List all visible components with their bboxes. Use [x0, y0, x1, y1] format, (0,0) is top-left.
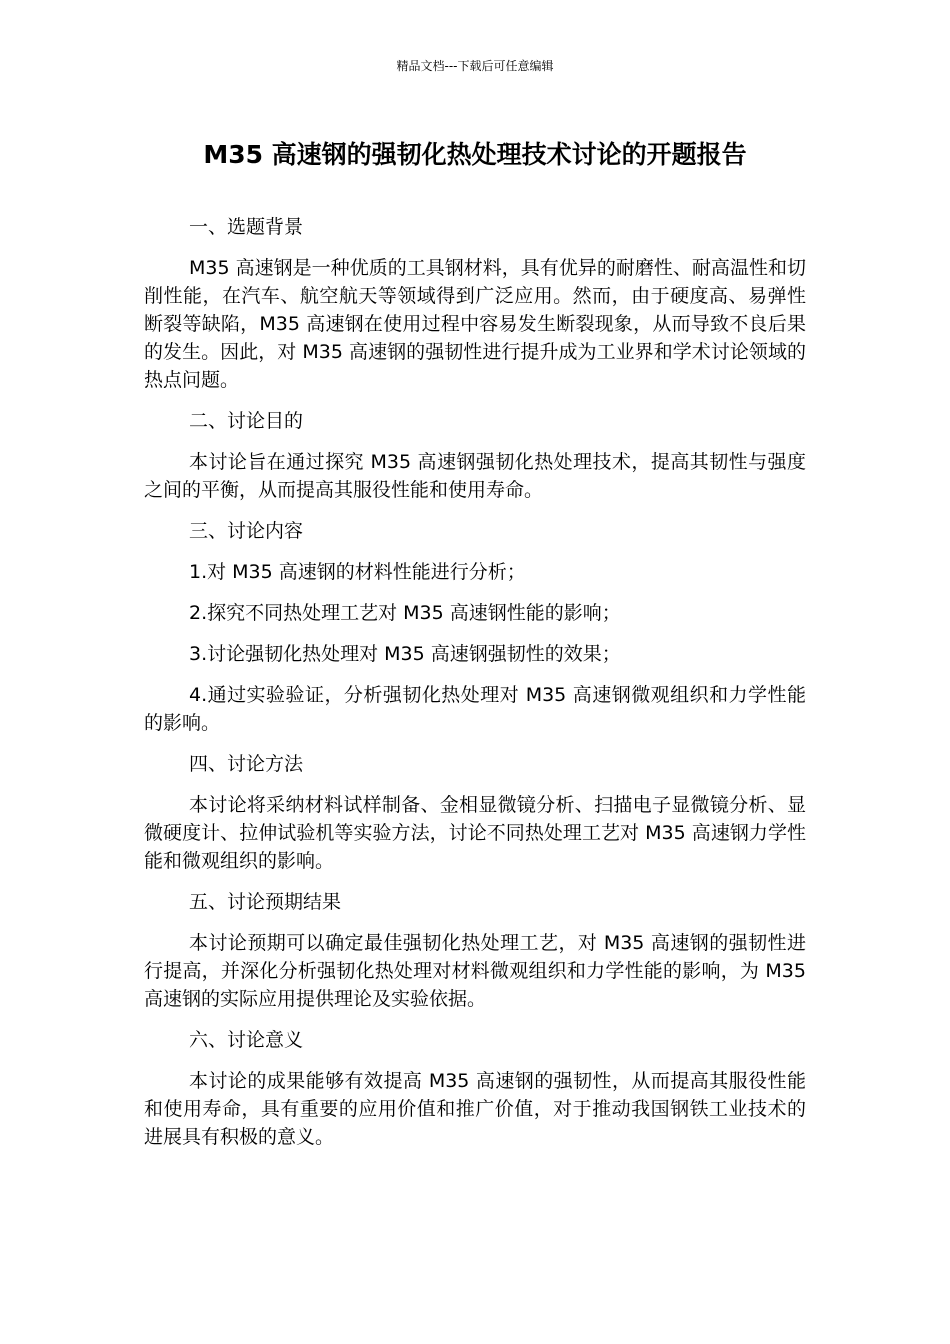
list-item-content-1: 1.对 M35 高速钢的材料性能进行分析；	[189, 561, 526, 583]
list-item-content-4: 4.通过实验验证，分析强韧化热处理对 M35 高速钢微观组织和力学性能的影响。	[144, 684, 806, 734]
section-heading-content: 三、讨论内容	[189, 520, 304, 542]
section-heading-background: 一、选题背景	[189, 216, 304, 238]
section-heading-significance: 六、讨论意义	[189, 1029, 304, 1051]
paragraph-background: M35 高速钢是一种优质的工具钢材料，具有优异的耐磨性、耐高温性和切削性能，在汽车、航空航天等领域得到广泛应用。然而，由于硬度高、易弹性断裂等缺陷，M35 高速钢在使用过程中容易发生断裂现象，从而导致不良后果的发生。因此，对 M35 高速钢的强韧性进行提升成为工业界和学术讨论领域的热点问题。	[144, 257, 806, 391]
paragraph-expected-results: 本讨论预期可以确定最佳强韧化热处理工艺，对 M35 高速钢的强韧性进行提高，并深化分析强韧化热处理对材料微观组织和力学性能的影响，为 M35 高速钢的实际应用提供理论及实验依据。	[144, 932, 806, 1010]
section-heading-method: 四、讨论方法	[189, 753, 304, 775]
paragraph-significance: 本讨论的成果能够有效提高 M35 高速钢的强韧性，从而提高其服役性能和使用寿命，具有重要的应用价值和推广价值，对于推动我国钢铁工业技术的进展具有积极的意义。	[144, 1070, 806, 1148]
list-item-content-3: 3.讨论强韧化热处理对 M35 高速钢强韧性的效果；	[189, 643, 621, 665]
list-item-content-2: 2.探究不同热处理工艺对 M35 高速钢性能的影响；	[189, 602, 621, 624]
paragraph-purpose: 本讨论旨在通过探究 M35 高速钢强韧化热处理技术，提高其韧性与强度之间的平衡，从而提高其服役性能和使用寿命。	[144, 451, 806, 501]
section-heading-purpose: 二、讨论目的	[189, 410, 304, 432]
document-title: M35 高速钢的强韧化热处理技术讨论的开题报告	[203, 140, 747, 169]
paragraph-method: 本讨论将采纳材料试样制备、金相显微镜分析、扫描电子显微镜分析、显微硬度计、拉伸试验机等实验方法，讨论不同热处理工艺对 M35 高速钢力学性能和微观组织的影响。	[144, 794, 806, 872]
document-body	[144, 213, 806, 1151]
section-heading-expected-results: 五、讨论预期结果	[189, 891, 342, 913]
header-watermark: 精品文档---下载后可任意编辑	[396, 59, 554, 73]
